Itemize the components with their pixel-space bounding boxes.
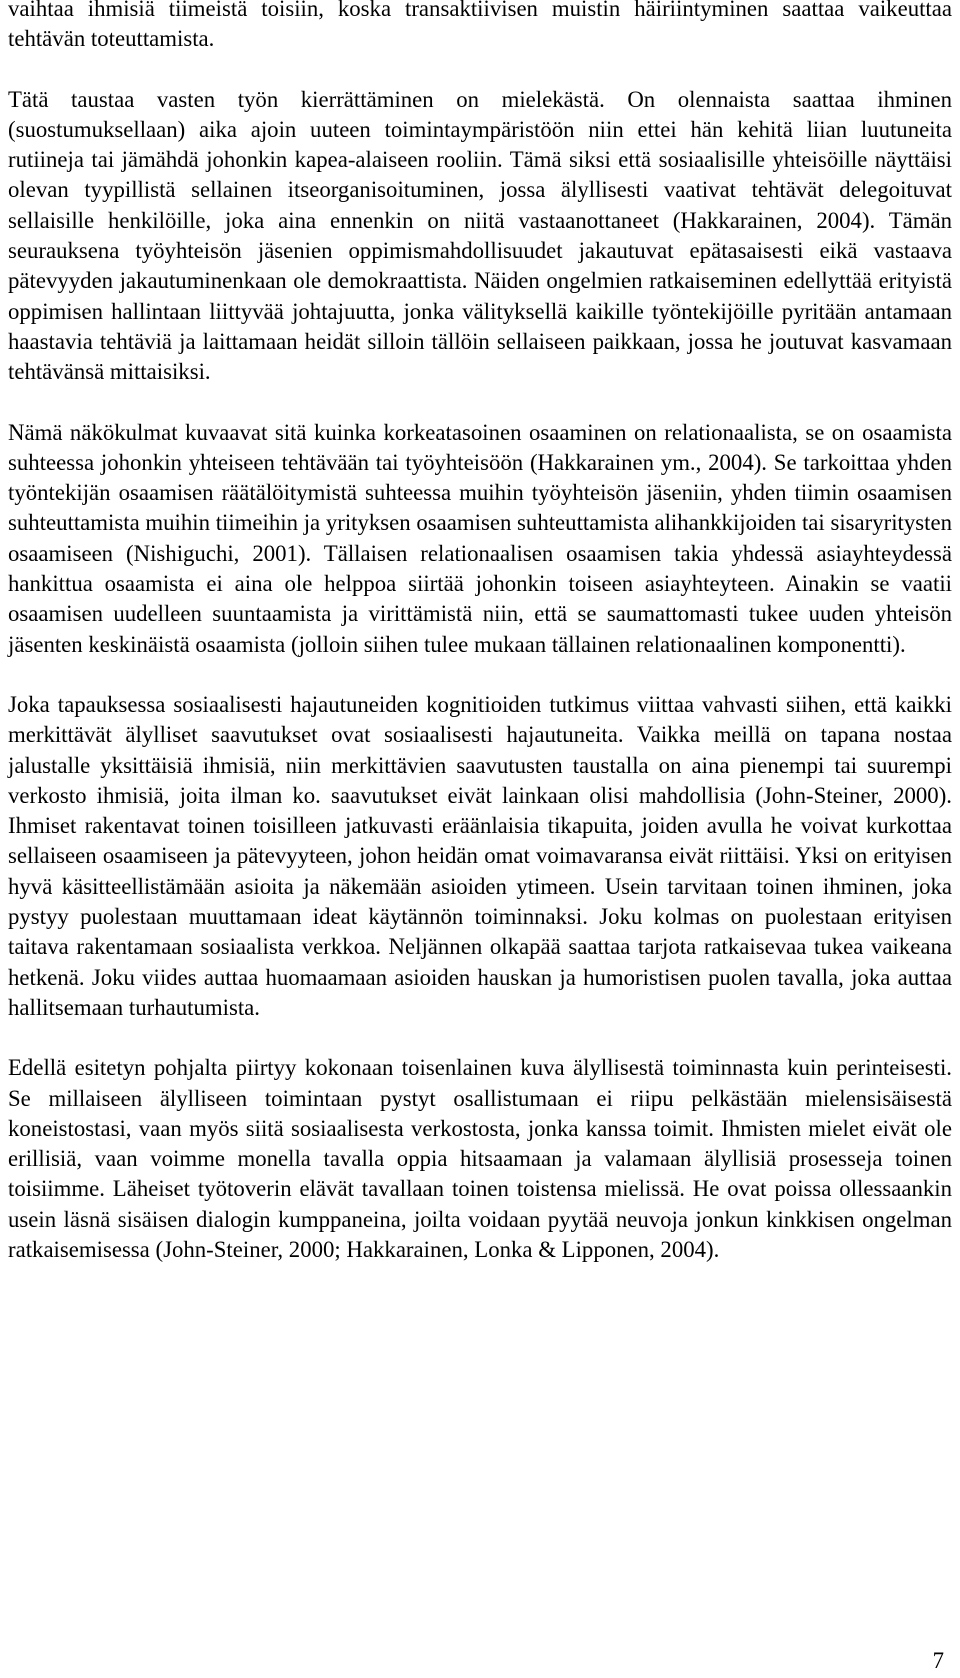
paragraph-1: vaihtaa ihmisiä tiimeistä toisiin, koska transaktiivisen muistin häiriintyminen saattaa vaikeuttaa tehtävän toteuttamista. <box>8 0 952 52</box>
document-page <box>8 0 952 1678</box>
paragraph-3: Nämä näkökulmat kuvaavat sitä kuinka korkeatasoinen osaaminen on relationaalista, se on osaamista suhteessa johonkin yhteiseen tehtävään tai työyhteisöön (Hakkarainen ym., 2004). Se tarkoittaa yhden työntekijän osaamisen räätälöitymistä suhteessa muihin työyhteisön jäseniin, yhden tiimin osaamisen suhteuttamista muihin tiimeihin ja yrityksen osaamisen suhteuttamista alihankkijoiden tai sisaryritysten osaamiseen (Nishiguchi, 2001). Tällaisen relationaalisen osaamisen takia yhdessä asiayhteydessä hankittua osaamista ei aina ole helppoa siirtää johonkin toiseen asiayhteyteen. Ainakin se vaatii osaamisen uudelleen suuntaamista ja virittämistä niin, että se saumattomasti tukee uuden yhteisön jäsenten keskinäistä osaamista (jolloin siihen tulee mukaan tällainen relationaalinen komponentti). <box>8 419 953 657</box>
paragraph-2: Tätä taustaa vasten työn kierrättäminen on mielekästä. On olennaista saattaa ihminen (suostumuksellaan) aika ajoin uuteen toimintaympäristöön niin ettei hän kehitä liian luutuneita rutiineja tai jämähdä johonkin kapea-alaiseen rooliin. Tämä siksi että sosiaalisille yhteisöille näyttäisi olevan tyypillistä sellainen itseorganisoituminen, jossa älyllisesti vaativat tehtävät delegoituvat sellaisille henkilöille, joka aina ennenkin on niitä vastaanottaneet (Hakkarainen, 2004). Tämän seurauksena työyhteisön jäsenien oppimismahdollisuudet jakautuvat epätasaisesti eikä vastaava pätevyyden jakautuminenkaan ole demokraattista. Näiden ongelmien ratkaiseminen edellyttää erityistä oppimisen hallintaan liittyvää johtajuutta, jonka välityksellä kaikille työntekijöille pyritään antamaan haastavia tehtäviä ja laittamaan heidät silloin tällöin sellaiseen paikkaan, jossa he joutuvat kasvamaan tehtävänsä mittaisiksi. <box>8 86 952 385</box>
page-number: 7 <box>932 1648 944 1673</box>
paragraph-5: Edellä esitetyn pohjalta piirtyy kokonaan toisenlainen kuva älyllisestä toiminnasta kuin perinteisesti. Se millaiseen älylliseen toimintaan pystyt osallistumaan ei riipu pelkästään mielensisäisestä koneistostasi, vaan myös siitä sosiaalisesta verkostosta, jonka kanssa toimit. Ihmisten mielet eivät ole erillisiä, vaan voimme monella tavalla oppia hitsaamaan ja valamaan älyllisiä prosesseja toinen toisiimme. Läheiset työtoverin elävät tavallaan toinen toistensa mielissä. He ovat poissa ollessaankin usein läsnä sisäisen dialogin kumppaneina, joilta voidaan pyytää neuvoja jonkun kinkkisen ongelman ratkaisemisessa (John-Steiner, 2000; Hakkarainen, Lonka & Lipponen, 2004). <box>8 1055 952 1262</box>
paragraph-4: Joka tapauksessa sosiaalisesti hajautuneiden kognitioiden tutkimus viittaa vahvasti siihen, että kaikki merkittävät älylliset saavutukset ovat sosiaalisesti hajautuneita. Vaikka meillä on tapana nostaa jalustalle yksittäisiä ihmisiä, niin merkittävien saavutusten taustalla on aina pienempi tai suurempi verkosto ihmisiä, joita ilman ko. saavutukset eivät lainkaan olisi mahdollisia (John-Steiner, 2000). Ihmiset rakentavat toinen toisilleen jatkuvasti eräänlaisia tikapuita, joiden avulla he voivat kurkottaa sellaiseen osaamiseen ja pätevyyteen, johon heidän omat voimavaransa eivät riittäisi. Yksi on erityisen hyvä käsitteellistämään asioita ja näkemään asioiden ytimeen. Usein tarvitaan toinen ihminen, joka pystyy puolestaan muuttamaan ideat käytännön toiminnaksi. Joku kolmas on puolestaan erityisen taitava rakentamaan sosiaalista verkkoa. Neljännen olkapää saattaa tarjota ratkaisevaa tukea vaikeana hetkenä. Joku viides auttaa huomaamaan asioiden hauskan ja humoristisen puolen tavalla, joka auttaa hallitsemaan turhautumista. <box>8 691 952 1020</box>
